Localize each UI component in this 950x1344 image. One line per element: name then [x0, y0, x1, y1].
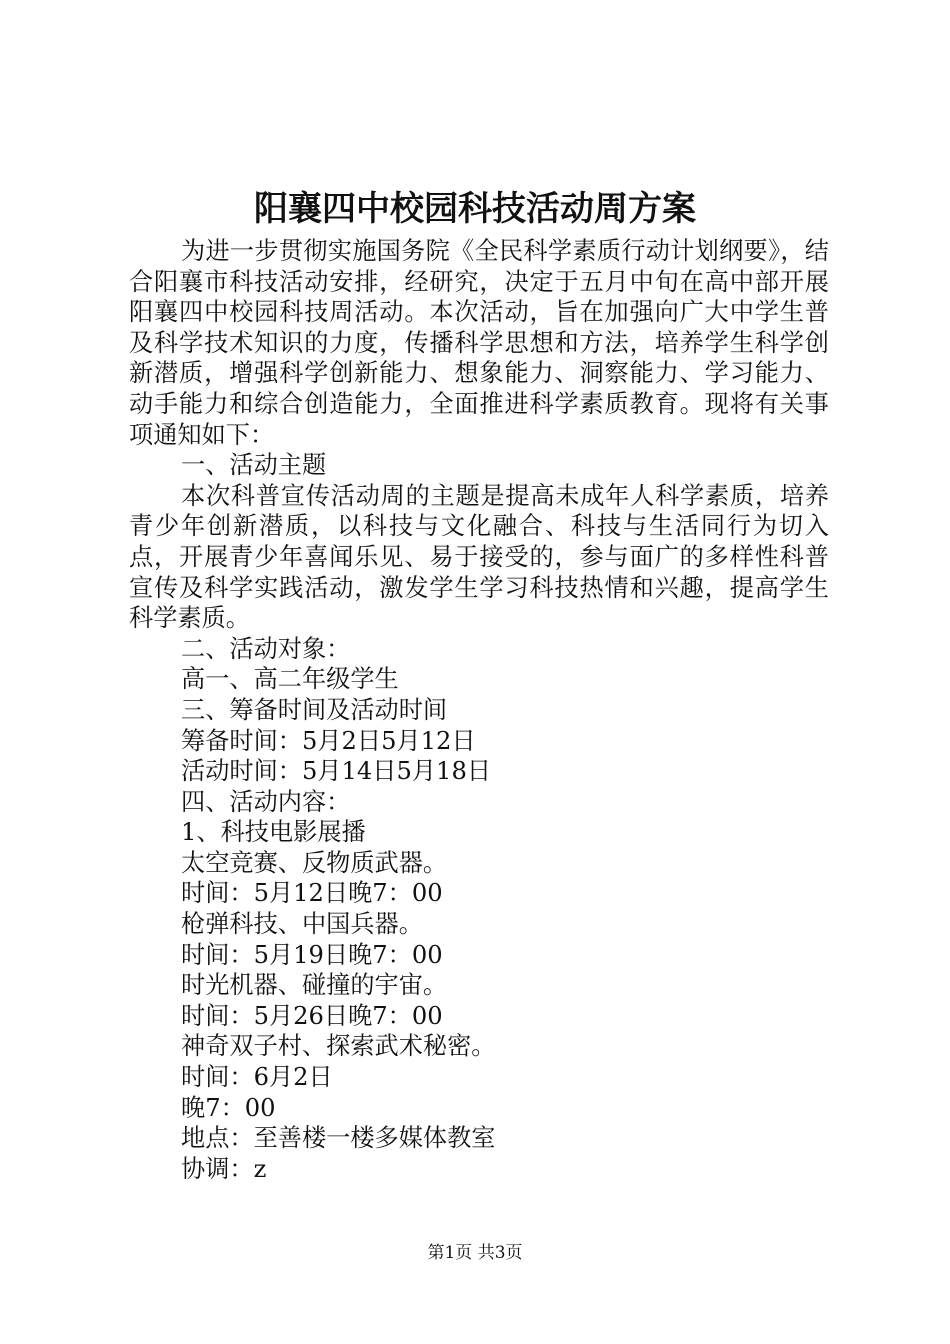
- document-body: [129, 236, 829, 1184]
- activity-time: 活动时间：5月14日5月18日: [181, 757, 492, 786]
- section-heading-audience: 二、活动对象：: [181, 634, 351, 663]
- film-time: 时间：5月26日晚7：00: [181, 1001, 443, 1030]
- coordinator-text: 协调：z: [181, 1154, 267, 1183]
- theme-paragraph: 本次科普宣传活动周的主题是提高未成年人科学素质，培养青少年创新潜质，以科技与文化融合、科技与生活同行为切入点，开展青少年喜闻乐见、易于接受的，参与面广的多样性科普宣传及科学实践活动，激发学生学习科技热情和兴趣，提高学生科学素质。: [129, 481, 829, 633]
- film-titles: 太空竞赛、反物质武器。: [181, 848, 448, 877]
- preparation-time: 筹备时间：5月2日5月12日: [181, 726, 476, 755]
- film-time: 时间：6月2日: [181, 1063, 333, 1092]
- audience-text: 高一、高二年级学生: [181, 665, 399, 694]
- film-time: 时间：5月12日晚7：00: [181, 879, 443, 908]
- page-footer: 第1页 共3页: [427, 1243, 523, 1263]
- location-text: 地点：至善楼一楼多媒体教室: [181, 1124, 496, 1153]
- film-time: 时间：5月19日晚7：00: [181, 940, 443, 969]
- film-time-evening: 晚7：00: [181, 1093, 276, 1122]
- film-titles: 枪弹科技、中国兵器。: [181, 910, 423, 939]
- film-titles: 时光机器、碰撞的宇宙。: [181, 971, 448, 1000]
- document-title: 阳襄四中校园科技活动周方案: [254, 189, 696, 229]
- section-heading-theme: 一、活动主题: [181, 451, 327, 480]
- film-titles: 神奇双子村、探索武术秘密。: [181, 1032, 496, 1061]
- content-item-heading: 1、科技电影展播: [181, 818, 366, 847]
- section-heading-content: 四、活动内容：: [181, 787, 351, 816]
- intro-paragraph: 为进一步贯彻实施国务院《全民科学素质行动计划纲要》，结合阳襄市科技活动安排，经研究，决定于五月中旬在高中部开展阳襄四中校园科技周活动。本次活动，旨在加强向广大中学生普及科学技术知识的力度，传播科学思想和方法，培养学生科学创新潜质，增强科学创新能力、想象能力、洞察能力、学习能力、动手能力和综合创造能力，全面推进科学素质教育。现将有关事项通知如下：: [129, 237, 829, 449]
- section-heading-schedule: 三、筹备时间及活动时间: [181, 695, 448, 724]
